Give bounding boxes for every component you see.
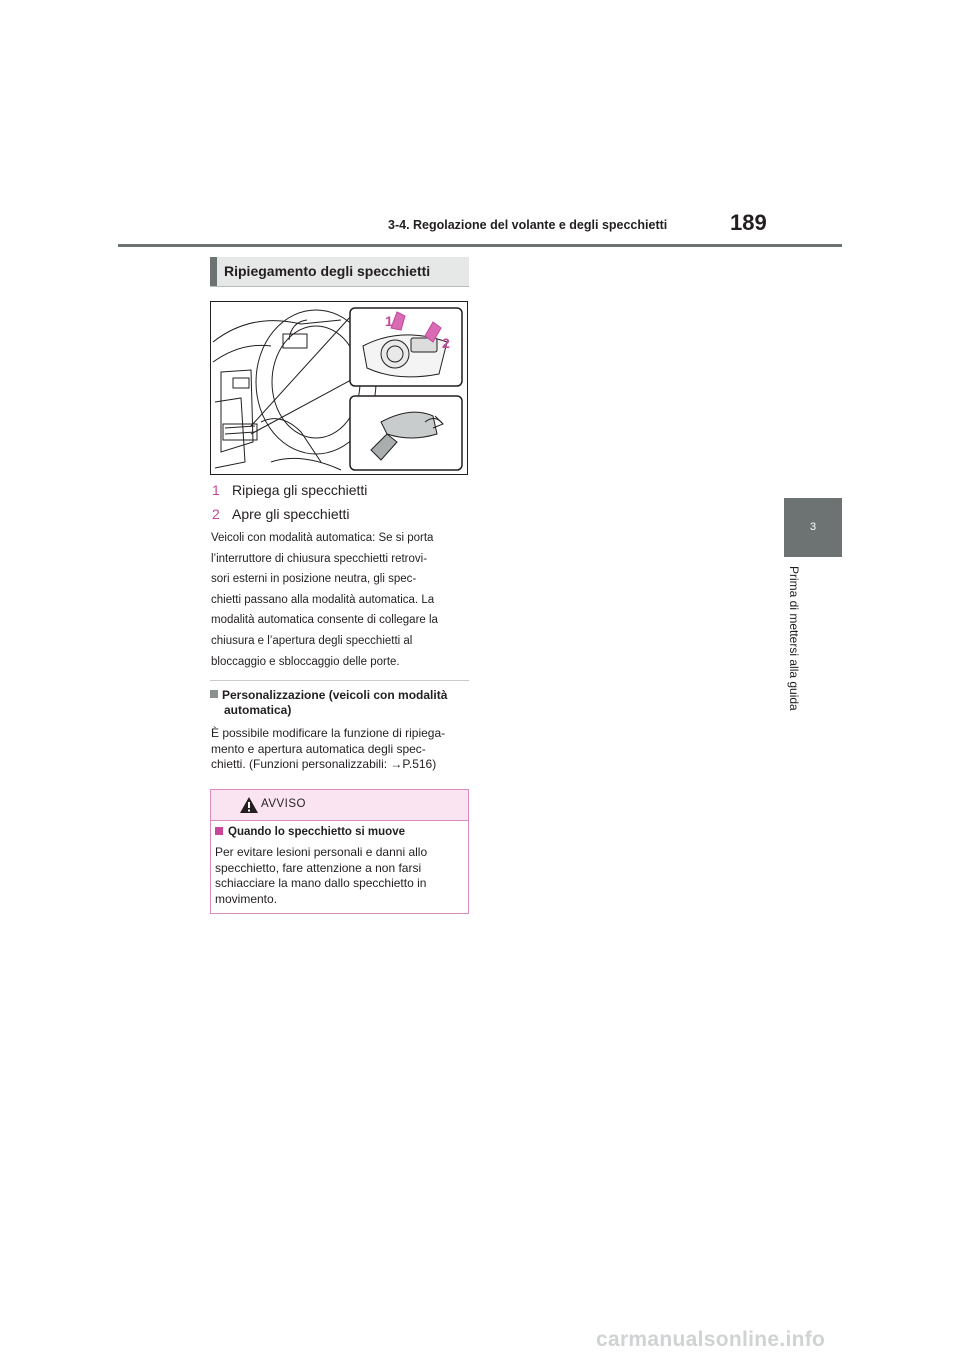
warning-subtitle-text: Quando lo specchietto si muove	[228, 826, 406, 838]
bullet-square-icon	[215, 827, 223, 835]
chapter-number: 3	[809, 521, 817, 533]
paragraph-line: sori esterni in posizione neutra, gli spec-	[211, 573, 417, 586]
warning-header	[211, 790, 468, 821]
customization-heading	[210, 688, 469, 718]
step-number: 1	[212, 482, 220, 498]
header-section-title: 3-4. Regolazione del volante e degli specchietti	[388, 218, 668, 232]
step-2	[212, 506, 350, 522]
warning-box	[210, 789, 469, 914]
step-number: 2	[212, 506, 220, 522]
customization-title-line1: Personalizzazione (veicoli con modalità	[222, 688, 448, 702]
paragraph-line: bloccaggio e sbloccaggio delle porte.	[211, 655, 400, 668]
section-heading-bar	[210, 257, 217, 286]
warning-line: Per evitare lesioni personali e danni allo	[215, 845, 428, 859]
section-heading	[210, 257, 469, 287]
paragraph-line: l’interruttore di chiusura specchietti retrovi-	[211, 552, 428, 565]
warning-label: AVVISO	[261, 798, 306, 810]
mirror-switch-illustration	[210, 301, 468, 475]
paragraph-line: chietti passano alla modalità automatica. La	[211, 593, 435, 606]
paragraph-line: chiusura e l’apertura degli specchietti al	[211, 634, 413, 647]
section-divider	[210, 680, 469, 681]
warning-text	[215, 845, 463, 907]
warning-subtitle	[215, 826, 405, 838]
customization-title-line2: automatica)	[224, 703, 292, 717]
paragraph-line: Veicoli con modalità automatica: Se si porta	[211, 532, 434, 544]
warning-line: schiacciare la mano dallo specchietto in	[215, 876, 427, 890]
chapter-tab	[784, 498, 842, 557]
callout-1: 1	[385, 313, 393, 329]
step-1	[212, 482, 367, 498]
chapter-side-title: Prima di mettersi alla guida	[787, 566, 801, 711]
auto-mode-paragraph	[211, 528, 469, 672]
warning-triangle-icon	[239, 796, 259, 814]
warning-line: specchietto, fare attenzione a non farsi	[215, 860, 422, 875]
warning-line: movimento.	[215, 891, 278, 906]
paragraph-line: mento e apertura automatica degli spec-	[211, 741, 426, 756]
page-number: 189	[730, 210, 767, 235]
paragraph-line: chietti. (Funzioni personalizzabili: →P.516)	[211, 757, 437, 771]
illustration-drawing	[211, 302, 467, 474]
watermark: carmanualsonline.info	[596, 1328, 826, 1351]
customization-paragraph	[211, 726, 469, 773]
paragraph-line: modalità automatica consente di collegare la	[211, 614, 438, 627]
callout-2: 2	[442, 335, 450, 351]
paragraph-line: È possibile modificare la funzione di ripiega-	[211, 726, 446, 740]
step-text: Apre gli specchietti	[232, 506, 350, 522]
header-rule	[118, 244, 842, 247]
bullet-square-icon	[210, 690, 218, 698]
step-text: Ripiega gli specchietti	[232, 482, 368, 498]
section-title: Ripiegamento degli specchietti	[224, 263, 431, 279]
